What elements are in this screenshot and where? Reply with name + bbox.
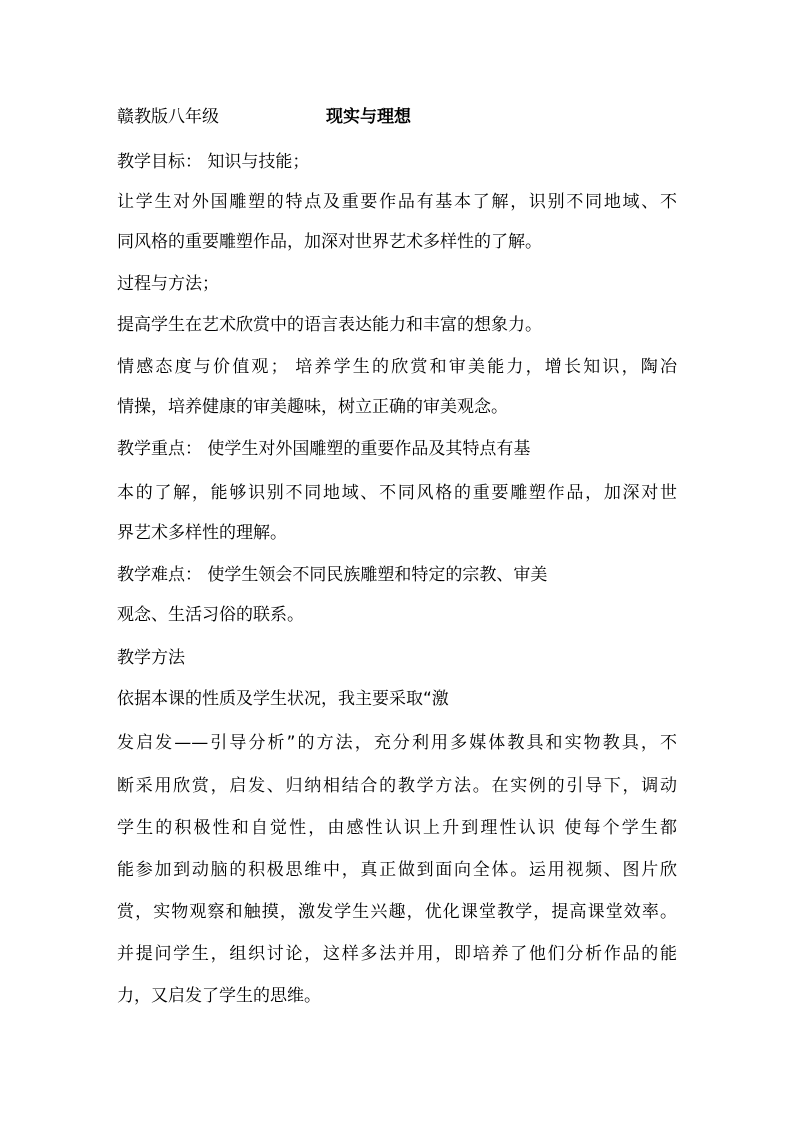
paragraph-line: 情感态度与价值观； 培养学生的欣赏和审美能力，增长知识，陶冶 [117, 357, 677, 377]
paragraph-line: 依据本课的性质及学生状况，我主要采取“激 [117, 689, 449, 709]
lesson-title: 现实与理想 [326, 107, 411, 127]
paragraph-line: 本的了解，能够识别不同地域、不同风格的重要雕塑作品，加深对世 [117, 483, 677, 503]
paragraph-line: 并提问学生，组织讨论，这样多法并用，即培养了他们分析作品的能 [117, 944, 677, 964]
paragraph-line: 力，又启发了学生的思维。 [117, 986, 321, 1006]
methods-heading: 教学方法 [117, 648, 185, 668]
paragraph-line: 让学生对外国雕塑的特点及重要作品有基本了解，识别不同地域、不 [117, 192, 677, 212]
paragraph-line: 同风格的重要雕塑作品，加深对世界艺术多样性的了解。 [117, 232, 542, 252]
process-heading: 过程与方法； [117, 274, 219, 294]
difficulties-heading: 教学难点： 使学生领会不同民族雕塑和特定的宗教、审美 [117, 565, 548, 585]
paragraph-line: 断采用欣赏，启发、归纳相结合的教学方法。在实例的引导下，调动 [117, 776, 677, 796]
paragraph-line: 提高学生在艺术欣赏中的语言表达能力和丰富的想象力。 [117, 315, 542, 335]
paragraph-line: 情操，培养健康的审美趣味，树立正确的审美观念。 [117, 397, 508, 417]
grade-label: 赣教版八年级 [117, 107, 219, 127]
paragraph-line: 赏，实物观察和触摸，激发学生兴趣，优化课堂教学，提高课堂效率。 [117, 902, 677, 922]
key-points-heading: 教学重点： 使学生对外国雕塑的重要作品及其特点有基 [117, 439, 531, 459]
paragraph-line: 观念、生活习俗的联系。 [117, 605, 304, 625]
paragraph-line: 发启发——引导分析”的方法，充分利用多媒体教具和实物教具，不 [117, 733, 677, 753]
paragraph-line: 界艺术多样性的理解。 [117, 523, 287, 543]
paragraph-line: 学生的积极性和自觉性，由感性认识上升到理性认识 使每个学生都 [117, 818, 677, 838]
objectives-heading: 教学目标： 知识与技能； [117, 152, 310, 172]
paragraph-line: 能参加到动脑的积极思维中，真正做到面向全体。运用视频、图片欣 [117, 860, 677, 880]
